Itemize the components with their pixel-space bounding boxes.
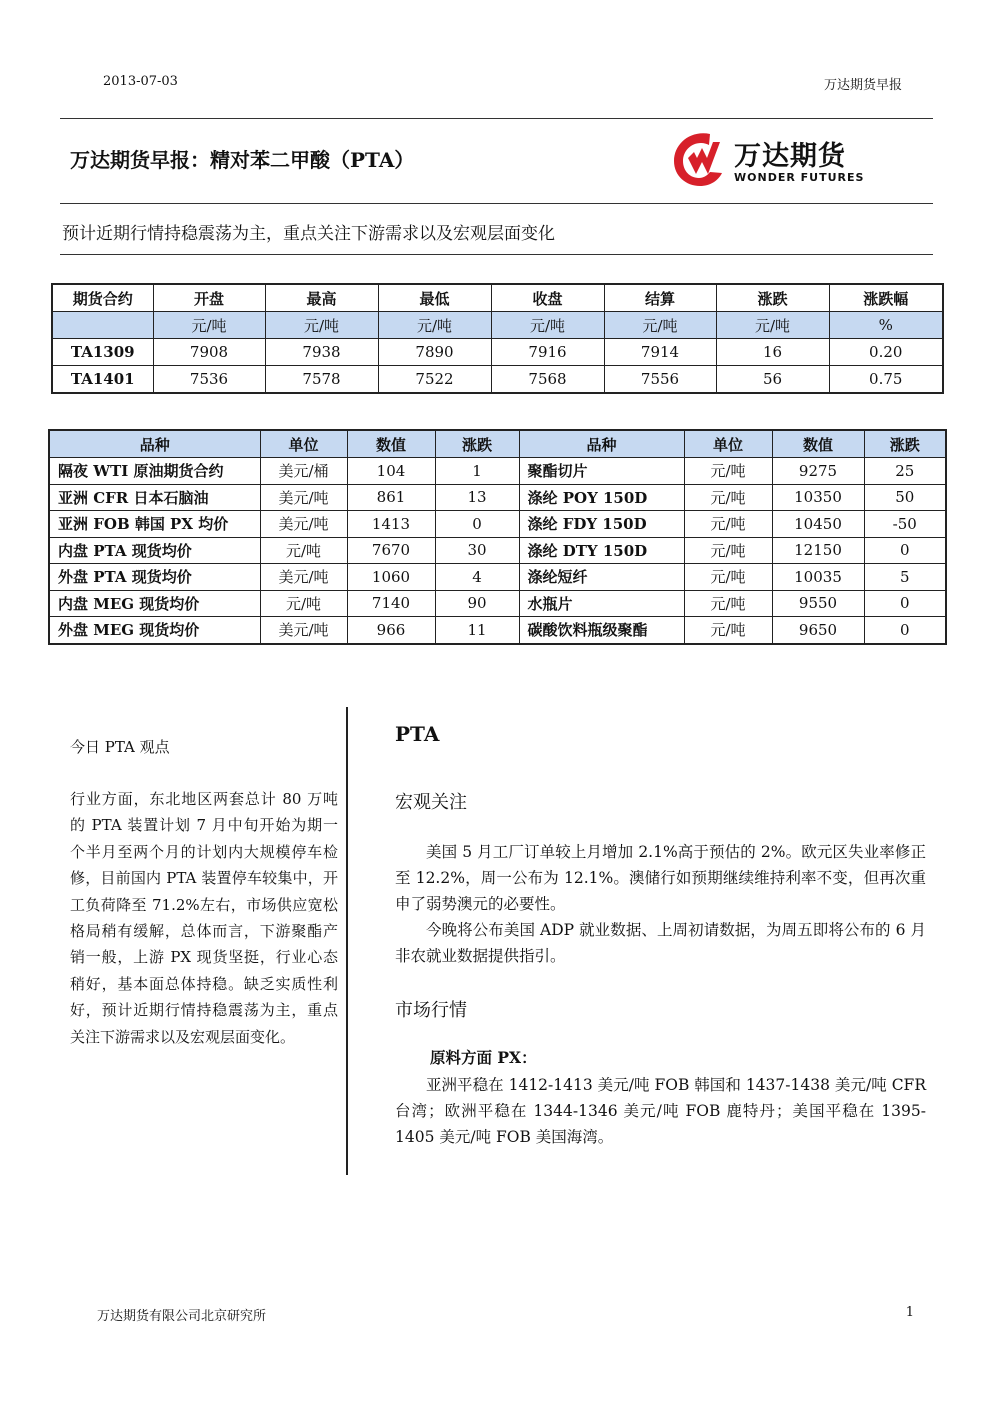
value-cell: 7140 xyxy=(347,590,435,617)
sidebar-body: 行业方面，东北地区两套总计 80 万吨的 PTA 装置计划 7 月中旬开始为期一个半月至两个月的计划内大规模停车检修，目前国内 PTA 装置停车较集中，开工负荷降至 71.2%左右，市场供应宽松格局稍有缓解，总体而言，下游聚酯产销一般，上游 PX 现货坚挺，行业心态稍好，基本面总体持稳。缺乏实质性利好，预计近期行情持稳震荡为主，重点关注下游需求以及宏观层面变化。 xyxy=(70,790,338,1046)
value-cell: 元/吨 xyxy=(684,511,772,538)
unit-cell: 元/吨 xyxy=(153,312,265,339)
value-cell: 7938 xyxy=(265,339,378,366)
value-cell: 美元/吨 xyxy=(260,484,347,511)
value-cell: 美元/桶 xyxy=(260,458,347,485)
summary-rule xyxy=(60,254,933,255)
value-cell: 90 xyxy=(435,590,519,617)
value-cell: 0 xyxy=(864,617,946,644)
product-name-cell: 内盘 MEG 现货均价 xyxy=(49,590,260,617)
col-header: 数值 xyxy=(347,430,435,458)
product-name-cell: 涤纶短纤 xyxy=(519,564,684,591)
value-cell: 0.75 xyxy=(829,366,943,394)
value-cell: 7536 xyxy=(153,366,265,394)
unit-cell xyxy=(52,312,153,339)
value-cell: 美元/吨 xyxy=(260,511,347,538)
value-cell: 966 xyxy=(347,617,435,644)
product-name-cell: 外盘 PTA 现货均价 xyxy=(49,564,260,591)
unit-cell: % xyxy=(829,312,943,339)
col-header: 品种 xyxy=(49,430,260,458)
value-cell: 元/吨 xyxy=(260,590,347,617)
value-cell: 13 xyxy=(435,484,519,511)
value-cell: -50 xyxy=(864,511,946,538)
col-header: 数值 xyxy=(772,430,864,458)
title-rule xyxy=(60,203,933,204)
value-cell: 7916 xyxy=(491,339,604,366)
page-number: 1 xyxy=(905,1305,914,1320)
value-cell: 美元/吨 xyxy=(260,564,347,591)
table-row xyxy=(52,366,943,394)
col-header: 涨跌 xyxy=(864,430,946,458)
futures-header-row xyxy=(52,284,943,312)
company-logo xyxy=(670,128,880,188)
product-name-cell: 聚酯切片 xyxy=(519,458,684,485)
logo-chinese-text: 万达期货 xyxy=(734,141,846,172)
table-row xyxy=(49,590,946,617)
value-cell: 元/吨 xyxy=(684,590,772,617)
unit-cell: 元/吨 xyxy=(716,312,829,339)
value-cell: 元/吨 xyxy=(684,484,772,511)
value-cell: 10035 xyxy=(772,564,864,591)
col-header: 收盘 xyxy=(491,284,604,312)
col-header: 涨跌幅 xyxy=(829,284,943,312)
value-cell: 861 xyxy=(347,484,435,511)
product-name-cell: 外盘 MEG 现货均价 xyxy=(49,617,260,644)
value-cell: 5 xyxy=(864,564,946,591)
value-cell: 4 xyxy=(435,564,519,591)
product-name-cell: 水瓶片 xyxy=(519,590,684,617)
col-header: 结算 xyxy=(604,284,716,312)
value-cell: 0 xyxy=(864,537,946,564)
page-title: 万达期货早报：精对苯二甲酸（PTA） xyxy=(70,148,415,172)
value-cell: 7914 xyxy=(604,339,716,366)
product-name-cell: 涤纶 POY 150D xyxy=(519,484,684,511)
value-cell: 56 xyxy=(716,366,829,394)
table-row xyxy=(49,617,946,644)
report-date: 2013-07-03 xyxy=(103,74,178,89)
value-cell: 1060 xyxy=(347,564,435,591)
futures-table xyxy=(51,283,944,394)
section-heading-pta: PTA xyxy=(395,722,440,746)
col-header: 最高 xyxy=(265,284,378,312)
unit-cell: 元/吨 xyxy=(265,312,378,339)
value-cell: 7908 xyxy=(153,339,265,366)
publication-name: 万达期货早报 xyxy=(823,78,902,93)
market-heading: 市场行情 xyxy=(395,1000,467,1021)
table-row xyxy=(49,511,946,538)
value-cell: 1 xyxy=(435,458,519,485)
sidebar-title: 今日 PTA 观点 xyxy=(70,738,170,756)
value-cell: 12150 xyxy=(772,537,864,564)
product-name-cell: 亚洲 FOB 韩国 PX 均价 xyxy=(49,511,260,538)
value-cell: 元/吨 xyxy=(684,617,772,644)
value-cell: 美元/吨 xyxy=(260,617,347,644)
table-row xyxy=(49,484,946,511)
column-divider xyxy=(346,707,348,1175)
product-name-cell: 隔夜 WTI 原油期货合约 xyxy=(49,458,260,485)
product-name-cell: 碳酸饮料瓶级聚酯 xyxy=(519,617,684,644)
summary-line: 预计近期行情持稳震荡为主，重点关注下游需求以及宏观层面变化 xyxy=(62,224,555,244)
value-cell: 7522 xyxy=(378,366,491,394)
logo-english-text: WONDER FUTURES xyxy=(734,171,865,184)
futures-units-row xyxy=(52,312,943,339)
wonder-logo-icon xyxy=(670,128,728,188)
product-name-cell: 内盘 PTA 现货均价 xyxy=(49,537,260,564)
col-header: 涨跌 xyxy=(435,430,519,458)
table-row xyxy=(49,564,946,591)
value-cell: 30 xyxy=(435,537,519,564)
value-cell: 元/吨 xyxy=(684,564,772,591)
value-cell: 11 xyxy=(435,617,519,644)
value-cell: 50 xyxy=(864,484,946,511)
value-cell: 7890 xyxy=(378,339,491,366)
value-cell: 1413 xyxy=(347,511,435,538)
value-cell: 7568 xyxy=(491,366,604,394)
header-rule xyxy=(60,118,933,119)
value-cell: 9550 xyxy=(772,590,864,617)
col-header: 单位 xyxy=(684,430,772,458)
unit-cell: 元/吨 xyxy=(604,312,716,339)
value-cell: 7670 xyxy=(347,537,435,564)
macro-paragraph-1: 美国 5 月工厂订单较上月增加 2.1%高于预估的 2%。欧元区失业率修正至 12.2%，周一公布为 12.1%。澳储行如预期继续维持利率不变，但再次重申了弱势澳元的必要性。 xyxy=(395,843,926,913)
value-cell: 7578 xyxy=(265,366,378,394)
value-cell: 9650 xyxy=(772,617,864,644)
table-row xyxy=(49,458,946,485)
table-row xyxy=(49,537,946,564)
value-cell: 元/吨 xyxy=(684,537,772,564)
px-subheading: 原料方面 PX： xyxy=(430,1048,537,1067)
product-name-cell: 涤纶 FDY 150D xyxy=(519,511,684,538)
value-cell: 0.20 xyxy=(829,339,943,366)
value-cell: 0 xyxy=(864,590,946,617)
macro-paragraph-2: 今晚将公布美国 ADP 就业数据、上周初请数据，为周五即将公布的 6 月非农就业数据提供指引。 xyxy=(395,921,926,965)
value-cell: 9275 xyxy=(772,458,864,485)
market-paragraph-1: 亚洲平稳在 1412-1413 美元/吨 FOB 韩国和 1437-1438 美元/吨 CFR 台湾；欧洲平稳在 1344-1346 美元/吨 FOB 鹿特丹；美国平稳在 1395-1405 美元/吨 FOB 美国海湾。 xyxy=(395,1076,926,1146)
value-cell: 10450 xyxy=(772,511,864,538)
col-header: 开盘 xyxy=(153,284,265,312)
table-row xyxy=(52,339,943,366)
unit-cell: 元/吨 xyxy=(378,312,491,339)
spot-header-row xyxy=(49,430,946,458)
contract-cell: TA1401 xyxy=(52,366,153,394)
value-cell: 元/吨 xyxy=(684,458,772,485)
col-header: 单位 xyxy=(260,430,347,458)
value-cell: 25 xyxy=(864,458,946,485)
macro-heading: 宏观关注 xyxy=(395,792,467,813)
product-name-cell: 涤纶 DTY 150D xyxy=(519,537,684,564)
value-cell: 7556 xyxy=(604,366,716,394)
value-cell: 10350 xyxy=(772,484,864,511)
contract-cell: TA1309 xyxy=(52,339,153,366)
value-cell: 16 xyxy=(716,339,829,366)
col-header: 涨跌 xyxy=(716,284,829,312)
product-name-cell: 亚洲 CFR 日本石脑油 xyxy=(49,484,260,511)
footer-org: 万达期货有限公司北京研究所 xyxy=(97,1309,267,1324)
col-header: 期货合约 xyxy=(52,284,153,312)
value-cell: 元/吨 xyxy=(260,537,347,564)
value-cell: 104 xyxy=(347,458,435,485)
col-header: 最低 xyxy=(378,284,491,312)
unit-cell: 元/吨 xyxy=(491,312,604,339)
spot-price-table xyxy=(48,429,947,645)
col-header: 品种 xyxy=(519,430,684,458)
value-cell: 0 xyxy=(435,511,519,538)
